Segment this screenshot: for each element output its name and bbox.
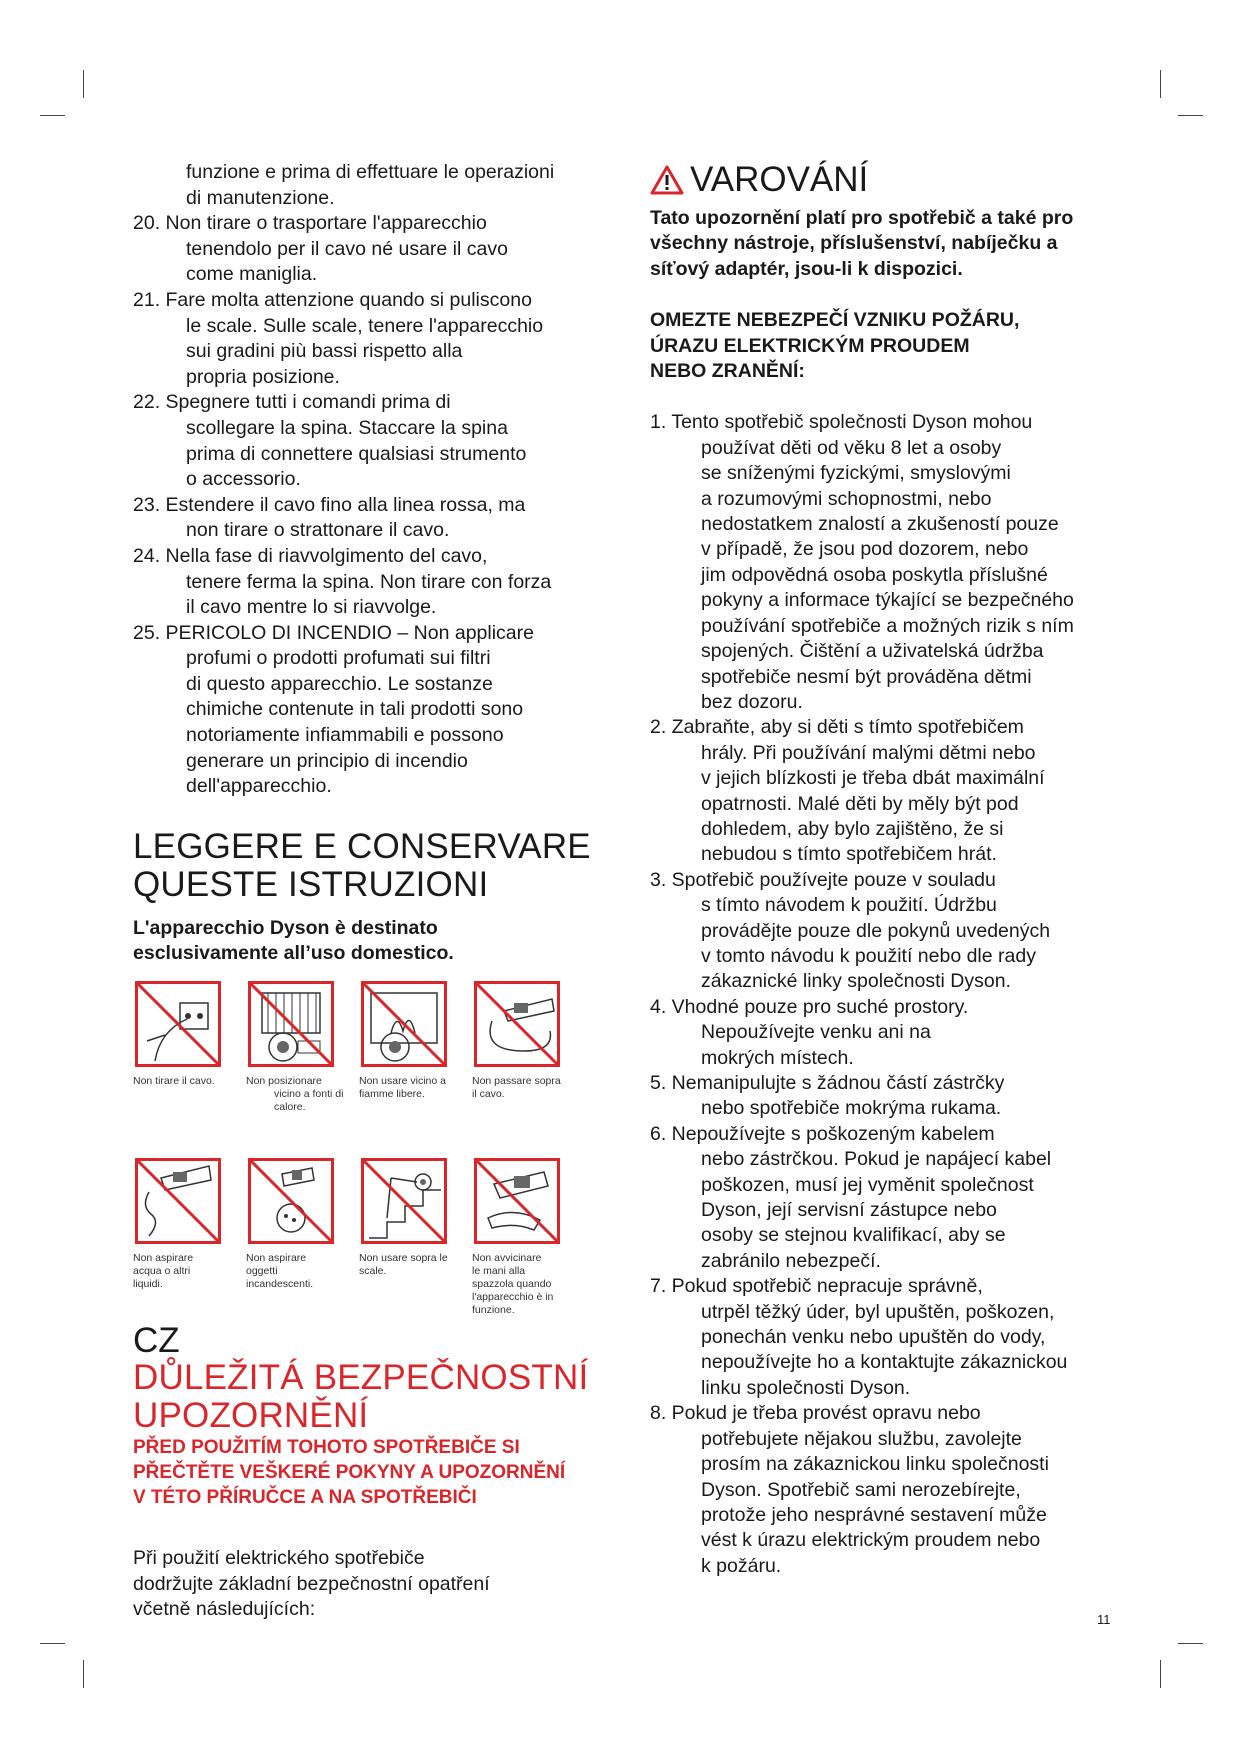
text-line: dodržujte základní bezpečnostní opatření <box>133 1572 490 1595</box>
caption-line: Non posizionare <box>246 1075 322 1088</box>
text-line: zabránilo nebezpečí. <box>701 1249 881 1272</box>
caption-line: Non tirare il cavo. <box>133 1075 215 1088</box>
text-line: nepoužívejte ho a kontaktujte zákaznickou <box>701 1351 1068 1374</box>
text-line: 5. Nemanipulujte s žádnou částí zástrčky <box>650 1072 1005 1094</box>
text-line: 21. Fare molta attenzione quando si puliscono <box>133 288 532 311</box>
icon-over-cord <box>474 981 560 1067</box>
text-line: jim odpovědná osoba poskytla příslušné <box>701 563 1048 586</box>
text-line: potřebujete nějakou službu, zavolejte <box>701 1427 1022 1450</box>
caption-line: Non aspirare <box>246 1252 307 1265</box>
caption-line: Non aspirare <box>133 1252 194 1265</box>
text-line: opatrnosti. Malé děti by měly být pod <box>701 792 1019 815</box>
icon-caption <box>246 1075 343 1114</box>
italian-safety-list <box>133 160 613 800</box>
czech-safety-list <box>650 410 1120 1579</box>
text-line: dohledem, aby bylo zajištěno, že si <box>701 817 1004 840</box>
icon-caption <box>472 1075 561 1101</box>
text-line: PŘEČTĚTE VEŠKERÉ POKYNY A UPOZORNĚNÍ <box>133 1462 566 1484</box>
text-line: 8. Pokud je třeba provést opravu nebo <box>650 1402 981 1425</box>
text-line: dell'apparecchio. <box>186 775 332 798</box>
icon-caption <box>359 1075 446 1101</box>
text-line: 24. Nella fase di riavvolgimento del cavo, <box>133 544 488 567</box>
icon-caption <box>246 1252 313 1291</box>
text-line: všechny nástroje, příslušenství, nabíječku a <box>650 232 1058 255</box>
text-line: 3. Spotřebič používejte pouze v souladu <box>650 868 996 891</box>
caption-line: spazzola quando <box>472 1278 552 1291</box>
text-line: provádějte pouze dle pokynů uvedených <box>701 919 1051 942</box>
text-line: se sníženými fyzickými, smyslovými <box>701 462 1011 485</box>
text-line: prima di connettere qualsiasi strumento <box>186 442 527 465</box>
heading-line: DŮLEŽITÁ BEZPEČNOSTNÍ <box>133 1358 589 1398</box>
caption-line: oggetti <box>246 1265 278 1278</box>
text-line: hrály. Při používání malými dětmi nebo <box>701 741 1036 764</box>
crop-mark <box>1178 115 1203 116</box>
text-line: scollegare la spina. Staccare la spina <box>186 416 508 439</box>
text-line: 20. Non tirare o trasportare l'apparecchio <box>133 212 487 235</box>
text-line: chimiche contenute in tali prodotti sono <box>186 698 524 721</box>
text-line: tenere ferma la spina. Non tirare con forza <box>186 570 552 593</box>
left-column <box>133 160 613 1623</box>
warning-title-text: VAROVÁNÍ <box>690 160 869 199</box>
caption-line: calore. <box>274 1101 306 1114</box>
text-line: a rozumovými schopnostmi, nebo <box>701 487 992 510</box>
text-line: 4. Vhodné pouze pro suché prostory. <box>650 995 969 1018</box>
caption-line: il cavo. <box>472 1088 505 1101</box>
page-number: 11 <box>1097 1612 1111 1627</box>
crop-mark <box>83 1660 84 1688</box>
text-line: nebo zástrčkou. Pokud je napájecí kabel <box>701 1148 1052 1171</box>
text-line: mokrých místech. <box>701 1046 854 1069</box>
text-line: nedostatkem znalostí a zkušeností pouze <box>701 513 1059 536</box>
icon-open-flame <box>361 981 447 1067</box>
prohibition-icons-grid <box>133 981 613 1331</box>
text-line: come maniglia. <box>186 263 318 286</box>
caption-line: Non avvicinare <box>472 1252 542 1265</box>
text-line: V TÉTO PŘÍRUČCE A NA SPOTŘEBIČI <box>133 1487 477 1509</box>
crop-mark <box>83 70 84 98</box>
text-line: propria posizione. <box>186 365 340 388</box>
cz-safety-heading <box>133 1359 613 1435</box>
text-line: zákaznické linky společnosti Dyson. <box>701 970 1011 993</box>
text-line: používání spotřebiče a možných rizik s ním <box>701 614 1074 637</box>
hazard-heading <box>650 308 1120 384</box>
text-line: spojených. Čištění a uživatelská údržba <box>701 640 1044 663</box>
text-line: ponechán venku nebo upuštěn do vody, <box>701 1326 1046 1349</box>
text-line: 23. Estendere il cavo fino alla linea rossa, ma <box>133 493 526 516</box>
text-line: linku společnosti Dyson. <box>701 1376 911 1399</box>
right-column <box>650 160 1120 1579</box>
caption-line: funzione. <box>472 1304 515 1317</box>
heading-line: QUESTE ISTRUZIONI <box>133 864 489 904</box>
text-line: prosím na zákaznickou linku společnosti <box>701 1453 1049 1476</box>
text-line: 2. Zabraňte, aby si děti s tímto spotřebičem <box>650 716 1024 739</box>
icon-liquids <box>135 1158 221 1244</box>
crop-mark <box>1160 70 1161 98</box>
intro-line: L'apparecchio Dyson è destinato <box>133 916 438 939</box>
text-line: di manutenzione. <box>186 186 335 209</box>
caption-line: incandescenti. <box>246 1278 314 1291</box>
text-line: bez dozoru. <box>701 690 803 713</box>
text-line: funzione e prima di effettuare le operazioni <box>186 161 555 183</box>
text-line: protože jeho nesprávné sestavení může <box>701 1503 1047 1526</box>
text-line: o accessorio. <box>186 468 301 491</box>
text-line: Tato upozornění platí pro spotřebič a také pro <box>650 207 1074 229</box>
icon-caption <box>133 1252 193 1291</box>
text-line: 1. Tento spotřebič společnosti Dyson mohou <box>650 411 1033 434</box>
text-line: spotřebiče nesmí být prováděna dětmi <box>701 665 1032 688</box>
warning-title <box>650 160 1120 200</box>
text-line: generare un principio di incendio <box>186 749 468 772</box>
text-line: nebudou s tímto spotřebičem hrát. <box>701 843 997 866</box>
caption-line: liquidi. <box>133 1278 163 1291</box>
text-line: v jejich blízkosti je třeba dbát maximální <box>701 767 1045 790</box>
caption-line: le mani alla <box>472 1265 526 1278</box>
cz-read-instructions <box>133 1435 613 1510</box>
icon-caption <box>359 1252 448 1278</box>
icon-pull-cord <box>135 981 221 1067</box>
text-line: OMEZTE NEBEZPEČÍ VZNIKU POŽÁRU, <box>650 309 1020 332</box>
icon-caption <box>133 1075 215 1088</box>
icon-caption <box>472 1252 553 1317</box>
text-line: le scale. Sulle scale, tenere l'apparecchio <box>186 314 544 337</box>
cz-language-label: CZ <box>133 1321 180 1361</box>
text-line: Nepoužívejte venku ani na <box>701 1021 931 1044</box>
text-line: 25. PERICOLO DI INCENDIO – Non applicare <box>133 621 534 644</box>
caption-line: Non usare vicino a <box>359 1075 446 1088</box>
text-line: používat děti od věku 8 let a osoby <box>701 436 1002 459</box>
crop-mark <box>1178 1643 1203 1644</box>
text-line: v tomto návodu k použití nebo dle rady <box>701 944 1036 967</box>
text-line: utrpěl těžký úder, byl upuštěn, poškozen, <box>701 1300 1055 1323</box>
icon-heat-source <box>248 981 334 1067</box>
caption-line: Non usare sopra le <box>359 1252 448 1265</box>
text-line: Dyson, její servisní zástupce nebo <box>701 1199 997 1222</box>
text-line: Při použití elektrického spotřebiče <box>133 1547 425 1570</box>
text-line: k požáru. <box>701 1554 782 1577</box>
text-line: včetně následujících: <box>133 1598 316 1621</box>
text-line: nebo spotřebiče mokrýma rukama. <box>701 1097 1002 1120</box>
caption-line: vicino a fonti di <box>274 1088 344 1101</box>
warning-triangle-icon <box>650 165 684 195</box>
read-keep-heading <box>133 828 613 904</box>
text-line: osoby se stejnou kvalifikací, aby se <box>701 1224 1006 1247</box>
text-line: vést k úrazu elektrickým proudem nebo <box>701 1529 1041 1552</box>
caption-line: Non passare sopra <box>472 1075 561 1088</box>
text-line: s tímto návodem k použití. Údržbu <box>701 894 997 917</box>
text-line: tenendolo per il cavo né usare il cavo <box>186 237 508 260</box>
cz-intro <box>133 1546 613 1623</box>
text-line: 6. Nepoužívejte s poškozeným kabelem <box>650 1122 995 1145</box>
crop-mark <box>1160 1660 1161 1688</box>
text-line: v případě, že jsou pod dozorem, nebo <box>701 538 1029 561</box>
intro-line: esclusivamente all’uso domestico. <box>133 942 454 965</box>
crop-mark <box>40 1643 65 1644</box>
icon-brushbar-hands <box>474 1158 560 1244</box>
text-line: 22. Spegnere tutti i comandi prima di <box>133 391 451 414</box>
caption-line: fiamme libere. <box>359 1088 425 1101</box>
warning-scope <box>650 206 1120 282</box>
text-line: poškozen, musí jej vyměnit společnost <box>701 1173 1034 1196</box>
text-line: non tirare o strattonare il cavo. <box>186 519 450 542</box>
heading-line: UPOZORNĚNÍ <box>133 1396 369 1436</box>
text-line: profumi o prodotti profumati sui filtri <box>186 647 491 670</box>
text-line: ÚRAZU ELEKTRICKÝM PROUDEM <box>650 334 970 357</box>
text-line: notoriamente infiammabili e possono <box>186 724 504 747</box>
text-line: sui gradini più bassi rispetto alla <box>186 340 463 363</box>
text-line: il cavo mentre lo si riavvolge. <box>186 596 437 619</box>
text-line: síťový adaptér, jsou-li k dispozici. <box>650 257 963 280</box>
text-line: pokyny a informace týkající se bezpečného <box>701 589 1074 612</box>
icon-stairs <box>361 1158 447 1244</box>
text-line: NEBO ZRANĚNÍ: <box>650 360 805 383</box>
text-line: PŘED POUŽITÍM TOHOTO SPOTŘEBIČE SI <box>133 1437 520 1459</box>
text-line: di questo apparecchio. Le sostanze <box>186 672 493 695</box>
heading-line: LEGGERE E CONSERVARE <box>133 826 591 866</box>
text-line: 7. Pokud spotřebič nepracuje správně, <box>650 1275 983 1298</box>
text-line: Dyson. Spotřebič sami nerozebírejte, <box>701 1478 1021 1501</box>
crop-mark <box>40 115 65 116</box>
icon-hot-objects <box>248 1158 334 1244</box>
caption-line: scale. <box>359 1265 387 1278</box>
caption-line: l'apparecchio è in <box>472 1291 554 1304</box>
caption-line: acqua o altri <box>133 1265 191 1278</box>
domestic-use-note <box>133 916 613 967</box>
